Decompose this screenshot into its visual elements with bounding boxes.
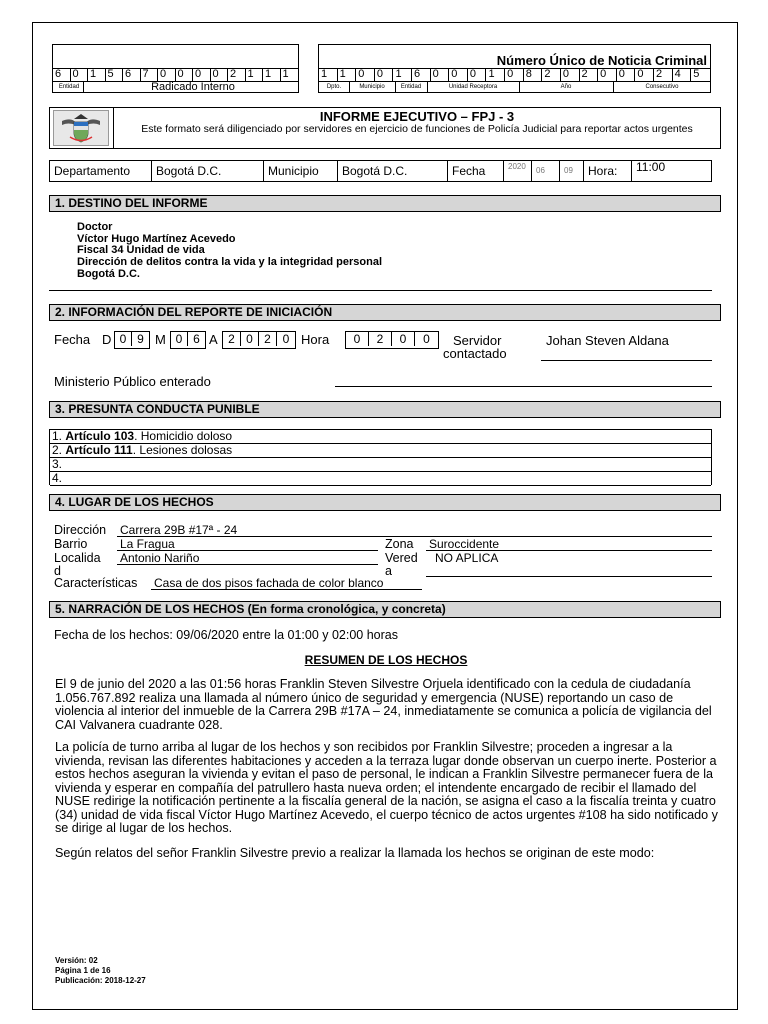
destino-line: Víctor Hugo Martínez Acevedo — [77, 232, 236, 245]
fecha-day-digits — [114, 331, 150, 349]
digit-cell: 0 — [392, 332, 415, 346]
vereda-value: NO APLICA — [435, 551, 499, 565]
fecha-label: Fecha — [448, 161, 504, 181]
conducta-row: 1. Artículo 103. Homicidio doloso — [50, 430, 711, 444]
digit-cell: 1 — [263, 68, 281, 81]
label-entidad-2: Entidad — [400, 84, 422, 90]
digit-cell: 8 — [524, 68, 543, 81]
narracion-paragraph-2: La policía de turno arriba al lugar de los hechos y son recibidos por Franklin Silvestre; proceden a ingresar a la vivienda, revisan las diferentes habitaciones y acceden a la terraza lugar donde observan un cuerpo inerte. Posterior a estos hechos aseguran la vivienda y evitan el paso de personal, le indican a Franklin Silvestre permanecer fuera de la vivienda y esperar en compañía del patrullero hasta nueva orden; el intendente encargado de recibir el llamado del NUSE redirige la notificación pertinente a la fiscalía general de la nación, se asigna el caso a la fiscalía treinta y cuatro (34) unidad de vida fiscal Víctor Hugo Martínez Acevedo, el cuerpo técnico de actos urgentes #108 ha sido notificado y se dirige al lugar de los hechos. — [55, 740, 718, 835]
digit-cell: 0 — [176, 68, 194, 81]
digit-cell: 1 — [393, 68, 412, 81]
zona-label: Zona — [385, 537, 414, 551]
digit-cell: 0 — [561, 68, 580, 81]
hora-reporte-label: Hora — [301, 332, 330, 347]
fecha-month: 06 — [532, 161, 560, 181]
narracion-paragraph-1: El 9 de junio del 2020 a las 01:56 horas Franklin Steven Silvestre Orjuela identificado con la cedula de ciudadanía 1.056.767.892 realiza una llamada al número único de seguridad y emergencia (NUSE) reportando un caso de violencia al interior del inmueble de la Carrera 29B #17A – 24, inmediatamente se comunica a policía de vigilancia del CAI Valvanera cuadrante 028. — [55, 677, 712, 732]
servidor-label-1: Servidor — [453, 333, 502, 348]
label-unidad-receptora: Unidad Receptora — [448, 84, 498, 90]
digit-cell: 2 — [542, 68, 561, 81]
digit-cell: 2 — [223, 332, 241, 346]
label-radicado-interno: Radicado Interno — [151, 81, 235, 93]
direccion-label: Dirección — [54, 523, 107, 537]
conducta-table — [49, 429, 712, 485]
form-description: Este formato será diligenciado por servidores en ejercicio de funciones de Policía Judicial para reportar actos urgentes — [141, 123, 693, 135]
digit-cell: 6 — [193, 332, 200, 346]
digit-cell: 4 — [673, 68, 692, 81]
label-dpto: Dpto. — [326, 84, 342, 90]
digit-cell: 1 — [486, 68, 505, 81]
digit-cell: 0 — [158, 68, 176, 81]
nunc-title: Número Único de Noticia Criminal — [496, 53, 707, 68]
digit-cell: 0 — [635, 68, 654, 81]
location-row — [49, 160, 712, 182]
label-municipio: Municipio — [359, 84, 385, 90]
m-label: M — [155, 332, 166, 347]
nunc-right-box — [318, 44, 711, 93]
digit-cell: 0 — [468, 68, 487, 81]
digit-cell: 2 — [654, 68, 673, 81]
departamento-value: Bogotá D.C. — [152, 161, 264, 181]
hora-digits — [345, 331, 439, 349]
fecha-hechos: Fecha de los hechos: 09/06/2020 entre la 01:00 y 02:00 horas — [54, 628, 398, 642]
municipio-value: Bogotá D.C. — [338, 161, 448, 181]
conducta-row: 4. — [50, 472, 711, 486]
digit-cell: 1 — [338, 68, 357, 81]
document-page — [32, 22, 738, 1010]
digit-cell: 5 — [106, 68, 124, 81]
digit-cell: 2 — [228, 68, 246, 81]
label-anio: Año — [560, 84, 572, 90]
resumen-title: RESUMEN DE LOS HECHOS — [304, 653, 468, 667]
fecha-reporte-label: Fecha — [54, 332, 91, 347]
digit-cell: 0 — [375, 68, 394, 81]
zona-value: Suroccidente — [429, 537, 500, 551]
fecha-year: 2020 — [504, 161, 532, 181]
footer-version: Versión: 02 — [55, 956, 98, 965]
caracteristicas-value: Casa de dos pisos fachada de color blanco — [154, 576, 384, 590]
section-4-header: 4. LUGAR DE LOS HECHOS — [49, 494, 721, 511]
fecha-day: 09 — [560, 161, 584, 181]
digit-cell: 1 — [246, 68, 264, 81]
barrio-label: Barrio — [54, 537, 88, 551]
vereda-label-2: a — [385, 564, 392, 578]
digit-cell: 0 — [431, 68, 450, 81]
digit-cell: 0 — [193, 68, 211, 81]
footer-publicacion: Publicación: 2018-12-27 — [55, 976, 146, 985]
direccion-value: Carrera 29B #17ª - 24 — [120, 523, 238, 537]
nunc-left-box — [52, 44, 299, 93]
digit-cell: 0 — [71, 68, 89, 81]
section-1-header: 1. DESTINO DEL INFORME — [49, 195, 721, 212]
digit-cell: 0 — [598, 68, 617, 81]
digit-cell: 0 — [423, 332, 430, 346]
localidad-value: Antonio Nariño — [120, 551, 200, 565]
destino-line: Fiscal 34 Unidad de vida — [77, 244, 205, 257]
digit-cell: 2 — [259, 332, 277, 346]
d-label: D — [102, 332, 112, 347]
label-consecutivo: Consecutivo — [645, 84, 679, 90]
coat-of-arms-logo — [53, 110, 109, 146]
ministerio-label: Ministerio Público enterado — [54, 374, 211, 389]
digit-cell: 6 — [123, 68, 141, 81]
digit-cell: 0 — [617, 68, 636, 81]
conducta-row: 2. Artículo 111. Lesiones dolosas — [50, 444, 711, 458]
destino-line: Bogotá D.C. — [77, 267, 140, 280]
section-3-header: 3. PRESUNTA CONDUCTA PUNIBLE — [49, 401, 721, 418]
destino-block — [77, 222, 677, 281]
digit-cell: 0 — [282, 332, 290, 346]
fecha-month-digits — [170, 331, 206, 349]
section-2-header: 2. INFORMACIÓN DEL REPORTE DE INICIACIÓN — [49, 304, 721, 321]
label-entidad: Entidad — [58, 84, 80, 90]
coat-of-arms-icon — [54, 111, 108, 145]
digit-cell: 0 — [211, 68, 229, 81]
digit-cell: 0 — [171, 332, 188, 346]
barrio-value: La Fragua — [120, 537, 175, 551]
narracion-paragraph-3: Según relatos del señor Franklin Silvestre previo a realizar la llamada los hechos se originan de este modo: — [55, 846, 655, 860]
digit-cell: 6 — [412, 68, 431, 81]
destino-line: Doctor — [77, 221, 113, 233]
digit-cell: 0 — [356, 68, 375, 81]
departamento-label: Departamento — [50, 161, 152, 181]
digit-cell: 2 — [369, 332, 392, 346]
servidor-value: Johan Steven Aldana — [546, 333, 669, 348]
digit-cell: 0 — [241, 332, 259, 346]
digit-cell: 7 — [141, 68, 159, 81]
caracteristicas-label: Características — [54, 576, 138, 590]
digit-cell: 1 — [88, 68, 106, 81]
section-5-header: 5. NARRACIÓN DE LOS HECHOS (En forma cronológica, y concreta) — [49, 601, 721, 618]
form-title-box — [49, 107, 721, 149]
digit-cell: 0 — [449, 68, 468, 81]
footer-pagina: Página 1 de 16 — [55, 966, 111, 975]
digit-cell: 0 — [115, 332, 132, 346]
a-label: A — [209, 332, 218, 347]
digit-cell: 0 — [505, 68, 524, 81]
digit-cell: 5 — [693, 68, 700, 80]
nunc-digits — [319, 68, 710, 81]
localidad-label-1: Localida — [54, 551, 101, 565]
form-title: INFORME EJECUTIVO – FPJ - 3 — [319, 109, 515, 124]
hora-label: Hora: — [584, 161, 632, 181]
destino-line: Dirección de delitos contra la vida y la integridad personal — [77, 256, 383, 269]
digit-cell: 9 — [137, 332, 144, 346]
vereda-label-1: Vered — [385, 551, 418, 565]
digit-cell: 2 — [580, 68, 599, 81]
digit-cell: 1 — [319, 68, 338, 81]
digit-cell: 0 — [346, 332, 369, 346]
conducta-row: 3. — [50, 458, 711, 472]
fecha-year-digits — [222, 331, 296, 349]
digit-cell: 1 — [282, 68, 289, 80]
localidad-label-2: d — [54, 564, 61, 578]
hora-value: 11:00 — [636, 160, 666, 174]
municipio-label: Municipio — [264, 161, 338, 181]
servidor-label-2: contactado — [443, 346, 507, 361]
digit-cell: 6 — [53, 68, 71, 81]
